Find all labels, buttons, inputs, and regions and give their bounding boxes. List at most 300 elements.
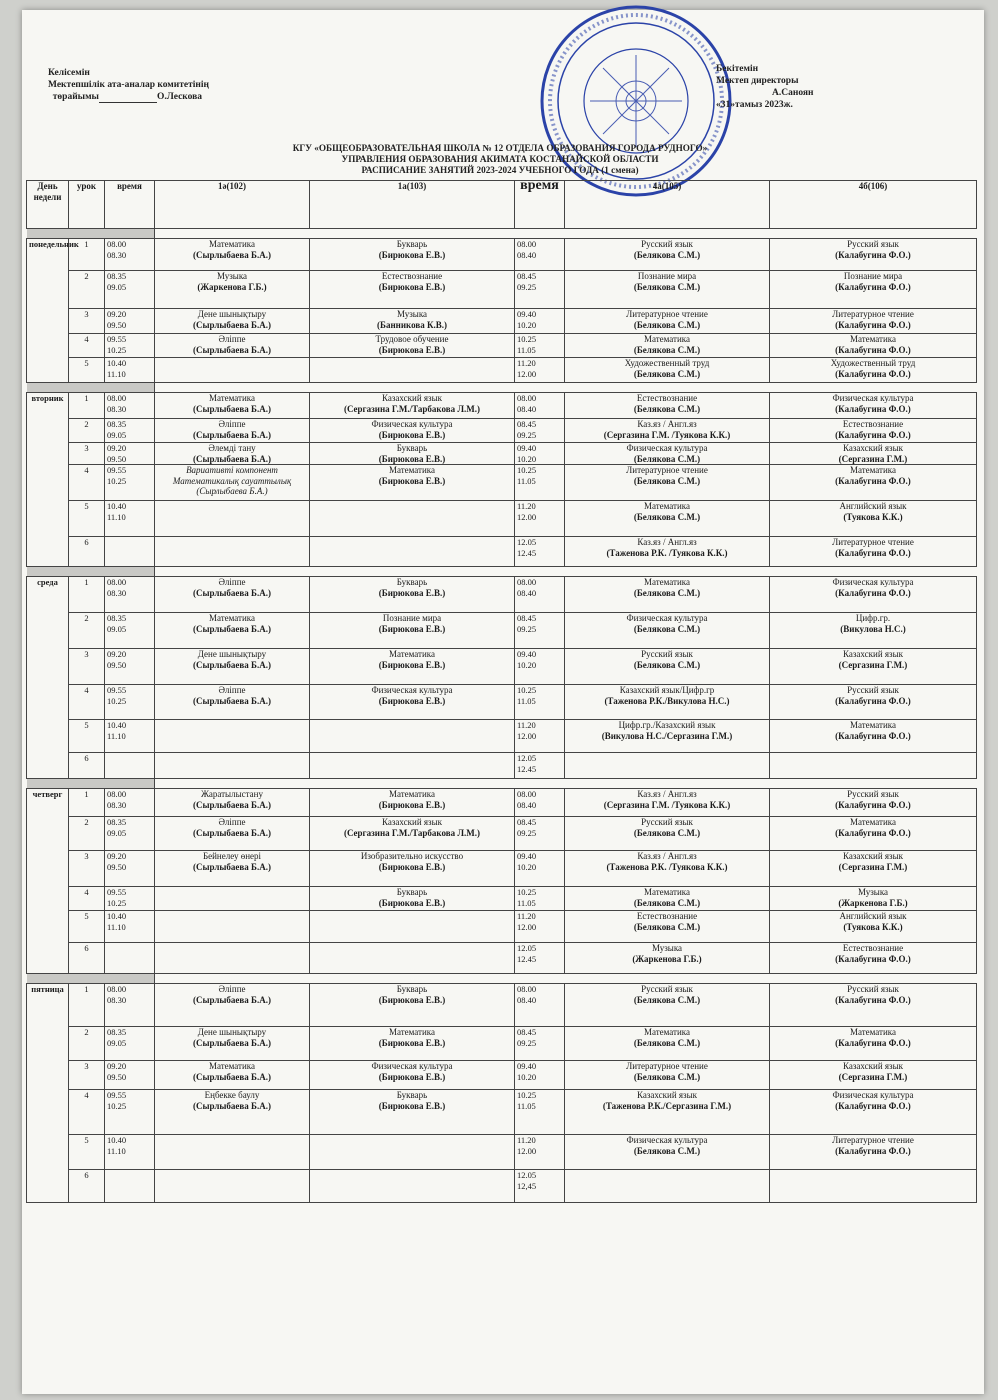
subject: Математика	[849, 817, 897, 827]
table-row	[27, 271, 977, 309]
teacher: (Бирюкова Е.В.)	[378, 1100, 446, 1111]
lesson-cell-1a	[310, 393, 515, 419]
table-row	[27, 309, 977, 334]
lesson-cell-4b	[770, 537, 977, 567]
lesson-cell-1a	[310, 789, 515, 817]
teacher: (Сырлыбаева Б.А.)	[193, 623, 271, 634]
subject: Математика	[643, 334, 691, 344]
time-start: 09.40	[517, 649, 537, 659]
time-end: 12.45	[517, 763, 537, 774]
lesson-cell-1a	[310, 720, 515, 753]
time-end: 08.40	[517, 994, 537, 1005]
table-row	[27, 577, 977, 613]
teacher: (Белякова С.М.)	[633, 1037, 701, 1048]
teacher: (Калабугина Ф.О.)	[835, 730, 911, 741]
time-end: 12.00	[517, 730, 537, 741]
teacher: (Туякова К.К.)	[843, 921, 903, 932]
lesson-cell-4a	[565, 271, 770, 309]
subject: Физическая культура	[371, 685, 453, 695]
subject: Әліппе	[218, 334, 246, 344]
lesson-cell-4a	[565, 720, 770, 753]
col-class-1e: 1ә(102)	[155, 181, 310, 229]
subject: Казахский язык	[842, 1061, 904, 1071]
subject: Казахский язык	[842, 443, 904, 453]
time-start: 09.40	[517, 443, 537, 453]
subject: Русский язык	[641, 239, 693, 249]
lesson-number: 6	[69, 753, 105, 779]
lesson-number: 5	[69, 501, 105, 537]
lesson-cell-4a	[565, 685, 770, 720]
lesson-cell-4a	[565, 753, 770, 779]
lesson-cell-4b	[770, 358, 977, 383]
time-start: 09.55	[107, 685, 127, 695]
teacher: (Таженова Р.К. /Туякова К.К.)	[606, 547, 728, 558]
lesson-cell-1e	[155, 753, 310, 779]
teacher: (Белякова С.М.)	[633, 659, 701, 670]
teacher: (Таженова Р.К. /Туякова К.К.)	[606, 861, 728, 872]
table-row	[27, 887, 977, 911]
lesson-cell-1a	[310, 1090, 515, 1135]
time-end: 09.50	[107, 861, 127, 872]
teacher: (Викулова Н.С./Сергазина Г.М.)	[601, 730, 733, 741]
lesson-cell-1e	[155, 851, 310, 887]
time-start: 11.20	[517, 501, 536, 511]
subject: Естествознание	[636, 393, 698, 403]
time-start: 09.20	[107, 1061, 127, 1071]
subject: Математика	[208, 613, 256, 623]
lesson-cell-4b	[770, 465, 977, 501]
teacher: (Белякова С.М.)	[633, 344, 701, 355]
time-cell	[105, 613, 155, 649]
lesson-cell-1a	[310, 1061, 515, 1090]
time-cell-2	[515, 443, 565, 465]
time-cell-2	[515, 984, 565, 1027]
teacher: (Калабугина Ф.О.)	[835, 695, 911, 706]
time-cell-2	[515, 393, 565, 419]
table-row	[27, 358, 977, 383]
time-cell	[105, 1090, 155, 1135]
time-end: 08.40	[517, 799, 537, 810]
subject: Художественный труд	[624, 358, 710, 368]
day-separator	[27, 229, 977, 239]
lesson-cell-1a	[310, 334, 515, 358]
title-line-1: КГУ «ОБЩЕОБРАЗОВАТЕЛЬНАЯ ШКОЛА № 12 ОТДЕЛА ОБРАЗОВАНИЯ ГОРОДА РУДНОГО»	[292, 143, 708, 153]
table-row	[27, 720, 977, 753]
lesson-cell-1a	[310, 613, 515, 649]
lesson-cell-1a	[310, 419, 515, 443]
lesson-cell-4a	[565, 358, 770, 383]
lesson-cell-1a	[310, 851, 515, 887]
time-end: 12.45	[517, 953, 537, 964]
time-start: 10.40	[107, 358, 127, 368]
teacher: (Белякова С.М.)	[633, 587, 701, 598]
lesson-cell-4b	[770, 1061, 977, 1090]
time-cell	[105, 1170, 155, 1203]
subject: Математика	[643, 501, 691, 511]
time-end: 10.25	[107, 344, 127, 355]
lesson-cell-1e	[155, 309, 310, 334]
day-separator	[27, 383, 977, 393]
time-end: 10.25	[107, 695, 127, 706]
approval-right-line3: А.Саноян	[772, 88, 814, 98]
time-cell	[105, 789, 155, 817]
subject: Физическая культура	[626, 443, 708, 453]
time-cell-2	[515, 358, 565, 383]
lesson-cell-4a	[565, 309, 770, 334]
approval-right-line4: «31»тамыз 2023ж.	[716, 100, 793, 110]
subject: Литературное чтение	[626, 309, 708, 319]
teacher: (Калабугина Ф.О.)	[835, 1100, 911, 1111]
time-start: 10.40	[107, 911, 127, 921]
subject: Казахский язык	[381, 817, 443, 827]
lesson-cell-1e	[155, 685, 310, 720]
lesson-cell-4b	[770, 1027, 977, 1061]
table-row	[27, 753, 977, 779]
lesson-cell-1e	[155, 501, 310, 537]
subject: Математика	[388, 649, 436, 659]
time-end: 09.05	[107, 623, 127, 634]
lesson-cell-4b	[770, 393, 977, 419]
teacher: (Калабугина Ф.О.)	[835, 475, 911, 486]
lesson-cell-1a	[310, 984, 515, 1027]
col-lesson: урок	[69, 181, 105, 229]
time-cell	[105, 358, 155, 383]
time-start: 08.00	[517, 789, 537, 799]
time-cell-2	[515, 851, 565, 887]
time-end: 09.50	[107, 453, 127, 464]
subject: Математика	[643, 577, 691, 587]
lesson-cell-1a	[310, 309, 515, 334]
lesson-cell-4a	[565, 419, 770, 443]
lesson-number: 3	[69, 1061, 105, 1090]
approval-right-line1: Бекітемін	[716, 64, 759, 74]
time-cell-2	[515, 239, 565, 271]
subject: Математика	[208, 393, 256, 403]
subject: Естествознание	[381, 271, 443, 281]
time-start: 08.00	[517, 577, 537, 587]
time-end: 08.30	[107, 249, 127, 260]
time-start: 11.20	[517, 1135, 536, 1145]
time-end: 10.20	[517, 861, 537, 872]
teacher: (Жаркенова Г.Б.)	[632, 953, 702, 964]
time-cell	[105, 720, 155, 753]
teacher: (Калабугина Ф.О.)	[835, 281, 911, 292]
teacher: (Сергазина Г.М.)	[838, 861, 908, 872]
subject: Физическая культура	[626, 1135, 708, 1145]
lesson-cell-4a	[565, 501, 770, 537]
lesson-cell-4b	[770, 309, 977, 334]
teacher: (Белякова С.М.)	[633, 403, 701, 414]
lesson-cell-4a	[565, 887, 770, 911]
subject: Казахский язык	[636, 1090, 698, 1100]
day-separator	[27, 779, 977, 789]
lesson-cell-4a	[565, 577, 770, 613]
teacher: (Калабугина Ф.О.)	[835, 953, 911, 964]
subject: Математика	[388, 465, 436, 475]
lesson-cell-4a	[565, 1061, 770, 1090]
approval-right	[716, 63, 814, 111]
subject: Цифр.гр.	[855, 613, 891, 623]
time-end: 08.30	[107, 994, 127, 1005]
teacher: (Бирюкова Е.В.)	[378, 344, 446, 355]
lesson-cell-1a	[310, 753, 515, 779]
teacher: (Белякова С.М.)	[633, 475, 701, 486]
subject: Букварь	[396, 239, 428, 249]
time-cell	[105, 887, 155, 911]
lesson-cell-4b	[770, 443, 977, 465]
subject: Познание мира	[637, 271, 697, 281]
time-end: 10.20	[517, 1071, 537, 1082]
teacher: (Сырлыбаева Б.А.)	[193, 403, 271, 414]
lesson-cell-4b	[770, 753, 977, 779]
teacher: (Белякова С.М.)	[633, 281, 701, 292]
lesson-cell-4a	[565, 1090, 770, 1135]
subject: Русский язык	[847, 239, 899, 249]
subject: Математика	[388, 1027, 436, 1037]
subject: Познание мира	[843, 271, 903, 281]
time-start: 11.20	[517, 358, 536, 368]
subject: Математика	[849, 1027, 897, 1037]
teacher: (Калабугина Ф.О.)	[835, 319, 911, 330]
time-cell-2	[515, 685, 565, 720]
subject: Литературное чтение	[832, 309, 914, 319]
subject: Художественный труд	[830, 358, 916, 368]
lesson-cell-1a	[310, 443, 515, 465]
lesson-number: 1	[69, 393, 105, 419]
lesson-cell-1e	[155, 577, 310, 613]
table-row	[27, 613, 977, 649]
subject: Каз.яз / Англ.яз	[637, 851, 697, 861]
lesson-cell-4b	[770, 577, 977, 613]
subject: Физическая культура	[832, 577, 914, 587]
day-separator	[27, 567, 977, 577]
lesson-cell-4b	[770, 613, 977, 649]
subject: Музыка	[651, 943, 683, 953]
teacher: (Бирюкова Е.В.)	[378, 587, 446, 598]
lesson-cell-4a	[565, 649, 770, 685]
lesson-cell-1e	[155, 537, 310, 567]
lesson-number: 1	[69, 239, 105, 271]
lesson-number: 5	[69, 911, 105, 943]
lesson-number: 4	[69, 334, 105, 358]
teacher: (Сергазина Г.М./Тарбакова Л.М.)	[343, 827, 481, 838]
subject: Дене шынықтыру	[197, 309, 267, 319]
lesson-cell-1e	[155, 358, 310, 383]
time-start: 10.25	[517, 685, 537, 695]
lesson-cell-1e	[155, 720, 310, 753]
lesson-cell-1e	[155, 789, 310, 817]
teacher: (Банникова К.В.)	[377, 319, 447, 330]
table-row	[27, 789, 977, 817]
time-start: 10.25	[517, 887, 537, 897]
time-cell	[105, 911, 155, 943]
time-start: 08.00	[107, 577, 127, 587]
time-cell-2	[515, 419, 565, 443]
teacher: (Сергазина Г.М.)	[838, 1071, 908, 1082]
time-end: 12.45	[517, 547, 537, 558]
lesson-cell-1a	[310, 1027, 515, 1061]
subject: Жаратылыстану	[201, 789, 263, 799]
lesson-cell-4a	[565, 943, 770, 974]
time-cell	[105, 817, 155, 851]
lesson-cell-1e	[155, 1027, 310, 1061]
subject: Трудовое обучение	[375, 334, 449, 344]
teacher: (Сырлыбаева Б.А.)	[193, 453, 271, 464]
teacher: (Сырлыбаева Б.А.)	[193, 344, 271, 355]
time-end: 09.50	[107, 1071, 127, 1082]
time-cell-2	[515, 309, 565, 334]
lesson-number: 3	[69, 649, 105, 685]
time-start: 09.20	[107, 649, 127, 659]
time-start: 09.40	[517, 1061, 537, 1071]
teacher: (Туякова К.К.)	[843, 511, 903, 522]
subject: Музыка	[857, 887, 889, 897]
time-cell	[105, 1061, 155, 1090]
lesson-number: 6	[69, 1170, 105, 1203]
time-cell	[105, 943, 155, 974]
col-class-1a: 1а(103)	[310, 181, 515, 229]
time-end: 09.50	[107, 319, 127, 330]
time-end: 08.40	[517, 403, 537, 414]
time-end: 11.05	[517, 1100, 536, 1111]
time-end: 11.10	[107, 1145, 126, 1156]
subject: Математика	[208, 1061, 256, 1071]
lesson-cell-4b	[770, 1170, 977, 1203]
approval-left-line2: Мектепшілік ата-аналар комитетінің	[48, 80, 209, 90]
subject: Казахский язык	[842, 649, 904, 659]
lesson-cell-4a	[565, 911, 770, 943]
time-start: 08.45	[517, 817, 537, 827]
subject: Литературное чтение	[832, 537, 914, 547]
time-end: 11.10	[107, 511, 126, 522]
teacher: (Белякова С.М.)	[633, 453, 701, 464]
schedule-table	[26, 180, 977, 1203]
subject-line-2: Математикалық сауаттылық	[172, 475, 292, 486]
teacher: (Калабугина Ф.О.)	[835, 1145, 911, 1156]
lesson-cell-1e	[155, 1090, 310, 1135]
time-start: 08.45	[517, 613, 537, 623]
teacher: (Калабугина Ф.О.)	[835, 799, 911, 810]
subject: Русский язык	[847, 984, 899, 994]
subject: Английский язык	[839, 501, 907, 511]
time-cell-2	[515, 577, 565, 613]
lesson-number: 2	[69, 1027, 105, 1061]
time-cell	[105, 271, 155, 309]
lesson-cell-1e	[155, 465, 310, 501]
time-start: 08.35	[107, 1027, 127, 1037]
teacher: (Белякова С.М.)	[633, 1145, 701, 1156]
lesson-cell-4b	[770, 334, 977, 358]
time-end: 10.20	[517, 319, 537, 330]
subject: Казахский язык/Цифр.гр	[619, 685, 715, 695]
approval-right-line2: Мектеп директоры	[716, 76, 799, 86]
time-cell	[105, 419, 155, 443]
table-row	[27, 685, 977, 720]
lesson-cell-4a	[565, 789, 770, 817]
time-start: 09.20	[107, 309, 127, 319]
time-end: 09.25	[517, 281, 537, 292]
lesson-cell-4b	[770, 1135, 977, 1170]
lesson-cell-4a	[565, 613, 770, 649]
time-start: 09.20	[107, 443, 127, 453]
subject: Букварь	[396, 443, 428, 453]
lesson-cell-1a	[310, 911, 515, 943]
lesson-number: 5	[69, 1135, 105, 1170]
subject: Әліппе	[218, 817, 246, 827]
time-end: 10.25	[107, 1100, 127, 1111]
subject: Букварь	[396, 577, 428, 587]
time-end: 11.05	[517, 695, 536, 706]
subject: Физическая культура	[371, 419, 453, 429]
lesson-cell-1a	[310, 577, 515, 613]
time-end: 09.25	[517, 429, 537, 440]
lesson-number: 4	[69, 685, 105, 720]
teacher: (Сергазина Г.М.)	[838, 659, 908, 670]
subject: Познание мира	[382, 613, 442, 623]
subject: Русский язык	[641, 649, 693, 659]
teacher: (Бирюкова Е.В.)	[378, 799, 446, 810]
lesson-cell-4a	[565, 1135, 770, 1170]
lesson-number: 2	[69, 817, 105, 851]
time-cell	[105, 465, 155, 501]
lesson-cell-4a	[565, 537, 770, 567]
table-row	[27, 419, 977, 443]
subject: Литературное чтение	[626, 465, 708, 475]
subject: Математика	[849, 465, 897, 475]
subject: Музыка	[216, 271, 248, 281]
teacher: (Бирюкова Е.В.)	[378, 623, 446, 634]
lesson-cell-1e	[155, 1061, 310, 1090]
teacher: (Калабугина Ф.О.)	[835, 827, 911, 838]
subject: Каз.яз / Англ.яз	[637, 537, 697, 547]
time-start: 09.40	[517, 851, 537, 861]
time-end: 12.00	[517, 921, 537, 932]
time-cell	[105, 1135, 155, 1170]
teacher: (Бирюкова Е.В.)	[378, 1071, 446, 1082]
subject: Математика	[208, 239, 256, 249]
teacher: (Калабугина Ф.О.)	[835, 249, 911, 260]
time-start: 08.35	[107, 613, 127, 623]
lesson-cell-1a	[310, 685, 515, 720]
time-end: 11.05	[517, 897, 536, 908]
time-cell	[105, 851, 155, 887]
teacher: (Сергазина Г.М. /Туякова К.К.)	[603, 799, 731, 810]
time-start: 11.20	[517, 720, 536, 730]
time-cell	[105, 753, 155, 779]
subject: Музыка	[396, 309, 428, 319]
lesson-cell-4a	[565, 334, 770, 358]
time-start: 09.40	[517, 309, 537, 319]
teacher: (Бирюкова Е.В.)	[378, 475, 446, 486]
time-end: 09.05	[107, 1037, 127, 1048]
lesson-number: 6	[69, 943, 105, 974]
time-start: 12.05	[517, 537, 537, 547]
lesson-cell-1e	[155, 334, 310, 358]
time-cell	[105, 334, 155, 358]
lesson-cell-1a	[310, 649, 515, 685]
time-start: 09.55	[107, 887, 127, 897]
col-time-2: время	[515, 181, 565, 229]
lesson-number: 4	[69, 887, 105, 911]
lesson-cell-4a	[565, 465, 770, 501]
time-end: 08.40	[517, 587, 537, 598]
time-end: 08.30	[107, 799, 127, 810]
lesson-number: 5	[69, 720, 105, 753]
teacher: (Бирюкова Е.В.)	[378, 281, 446, 292]
time-start: 08.00	[107, 789, 127, 799]
day-name: пятница	[27, 984, 69, 1203]
time-end: 12,45	[517, 1180, 537, 1191]
